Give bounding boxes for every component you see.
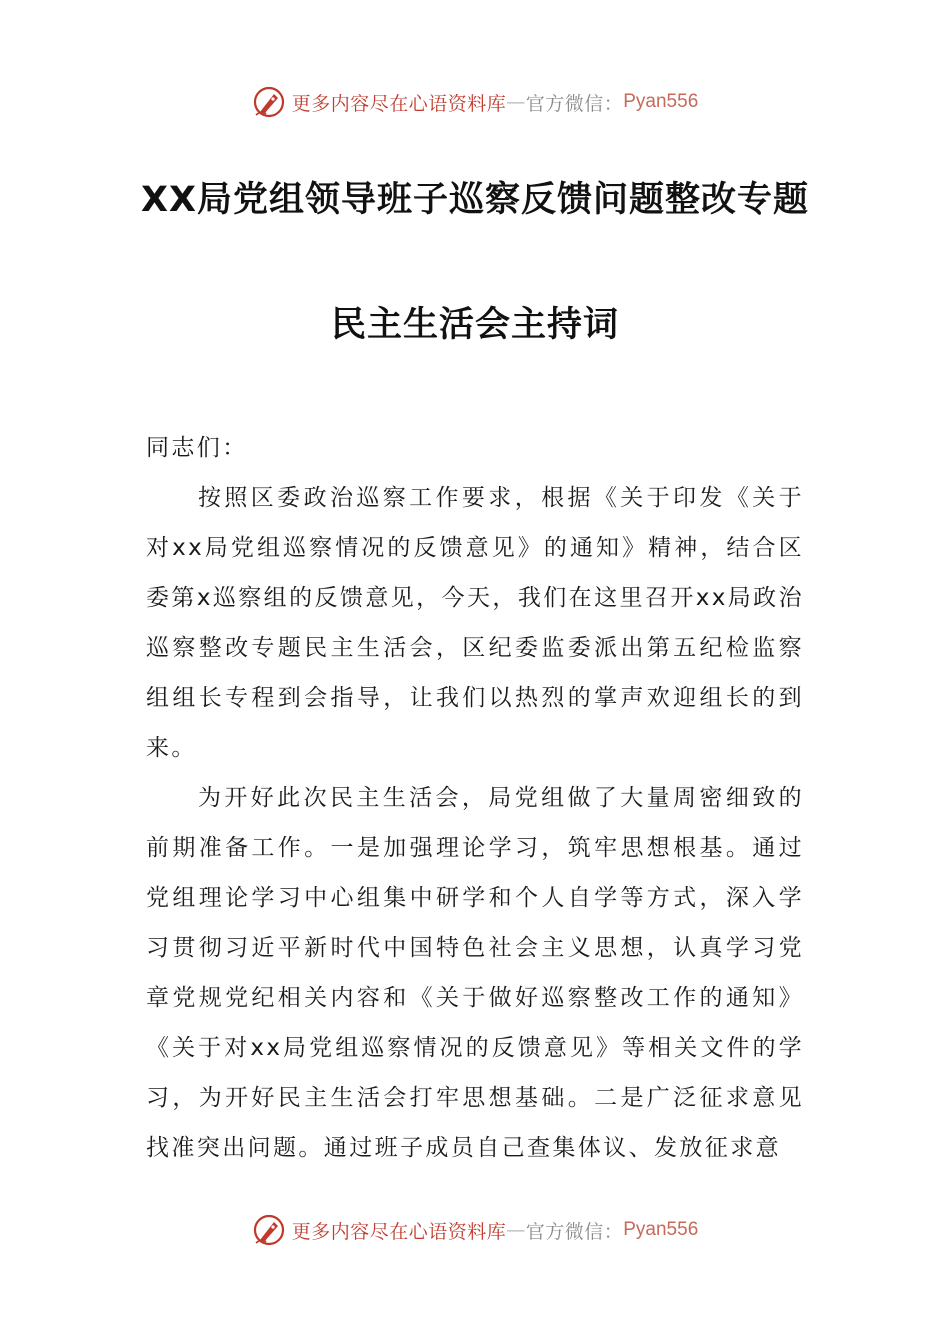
banner-separator: —	[506, 91, 526, 113]
banner-account-label: 官方微信：	[525, 92, 624, 115]
banner-main-text: 更多内容尽在心语资料库	[291, 92, 507, 115]
salutation: 同志们：	[146, 435, 248, 461]
document-title-line-2: 民主生活会主持词	[330, 305, 619, 345]
banner-account-label: 官方微信：	[525, 1220, 624, 1243]
paragraph-2: 为开好此次民主生活会，局党组做了大量周密细致的前期准备工作。一是加强理论学习，筑牢思想根基。通过党组理论学习中心组集中研学和个人自学等方式，深入学习贯彻习近平新时代中国特色社会主义思想，认真学习党章党规党纪相关内容和《关于做好巡察整改工作的通知》《关于对xx局党组巡察情况的反馈意见》等相关文件的学习，为开好民主生活会打牢思想基础。二是广泛征求意见找准突出问题。通过班子成员自己查集体议、发放征求意	[146, 785, 804, 1161]
banner-account-id: Pyan556	[623, 1219, 699, 1240]
banner-separator: —	[506, 1219, 526, 1241]
pen-nib-logo-icon	[252, 85, 286, 119]
footer-watermark-banner	[0, 1210, 950, 1250]
header-watermark-banner	[0, 82, 950, 122]
paragraph-1: 按照区委政治巡察工作要求，根据《关于印发《关于对xx局党组巡察情况的反馈意见》的通知》精神，结合区委第x巡察组的反馈意见，今天，我们在这里召开xx局政治巡察整改专题民主生活会，区纪委监委派出第五纪检监察组组长专程到会指导，让我们以热烈的掌声欢迎组长的到来。	[146, 485, 804, 761]
banner-account-id: Pyan556	[623, 91, 699, 112]
document-body	[146, 423, 804, 1173]
banner-main-text: 更多内容尽在心语资料库	[291, 1220, 507, 1243]
document-title-line-1: XX局党组领导班子巡察反馈问题整改专题	[141, 180, 809, 220]
pen-nib-logo-icon	[252, 1213, 286, 1247]
